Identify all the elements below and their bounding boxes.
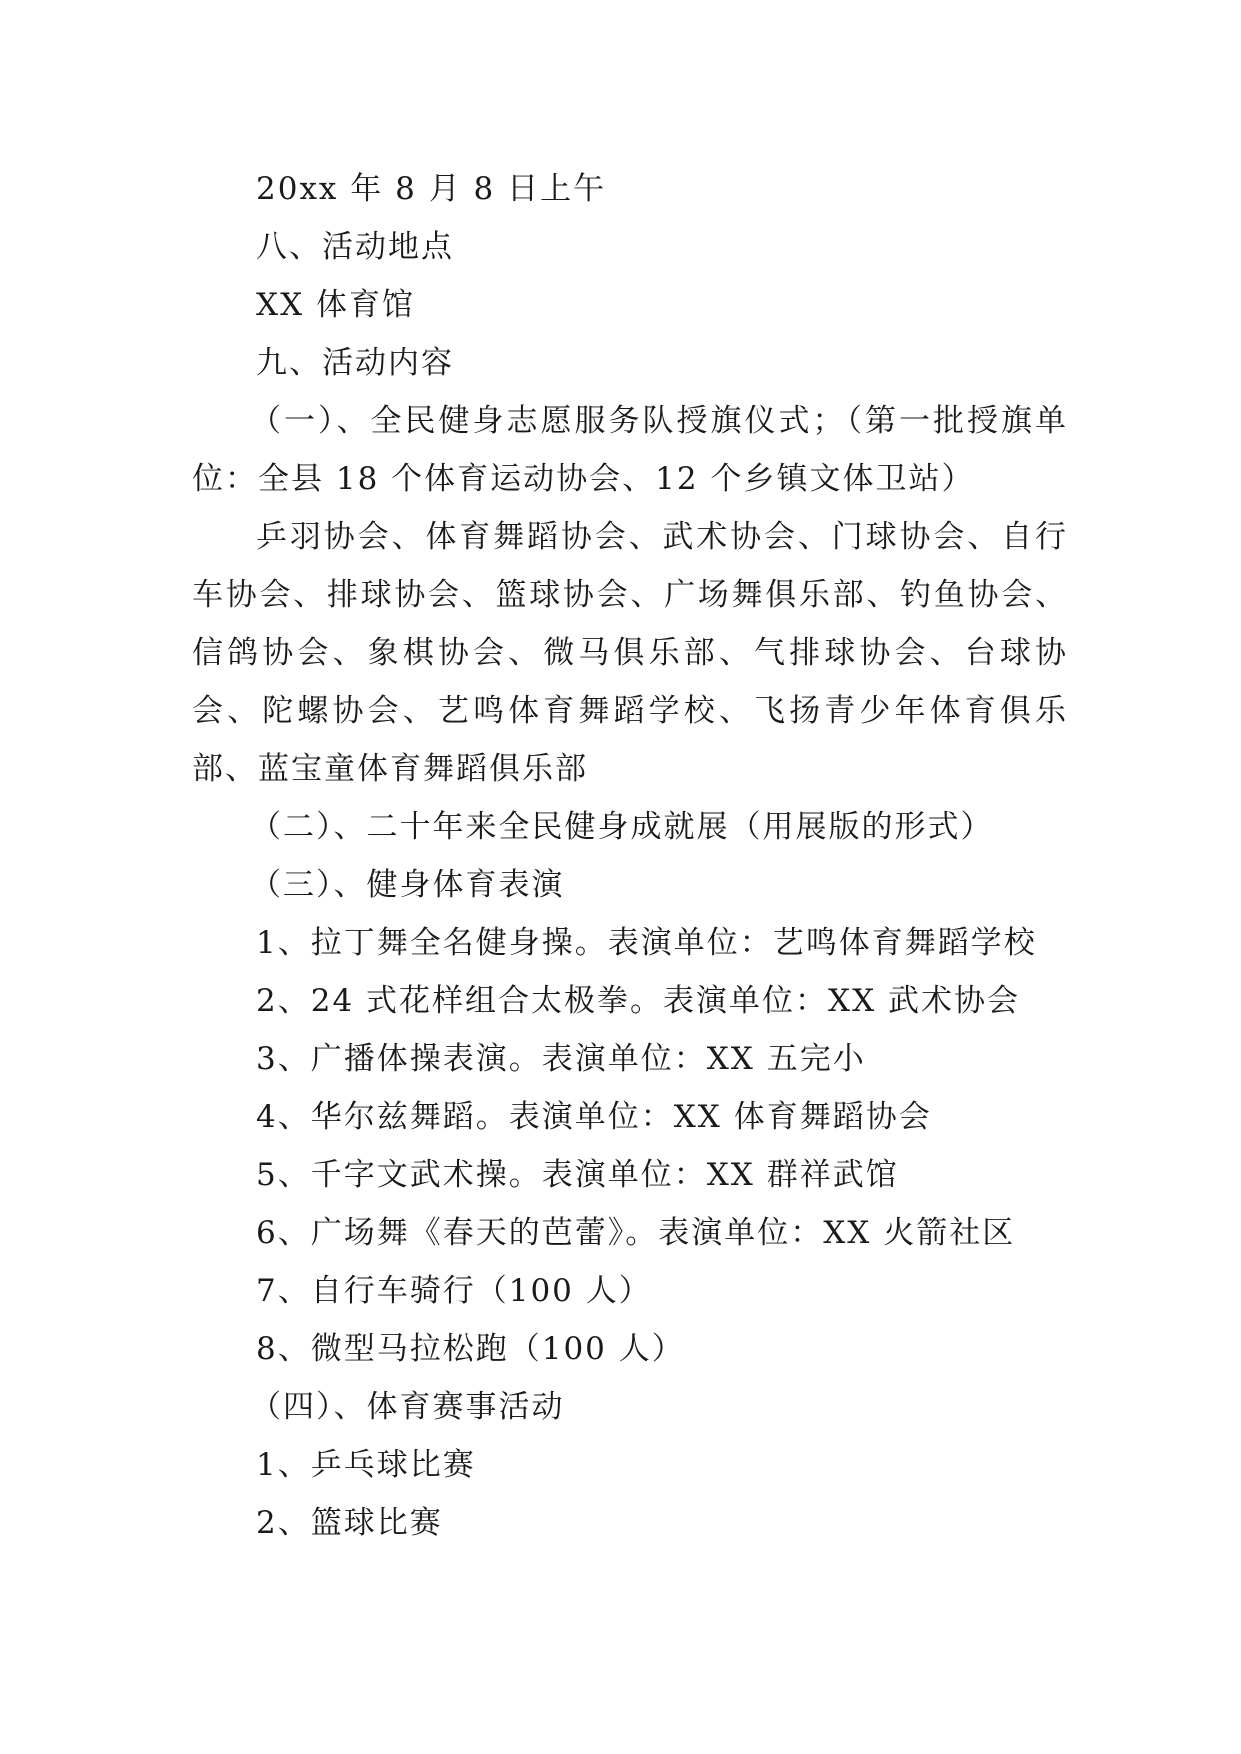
associations-list: 乒羽协会、体育舞蹈协会、武术协会、门球协会、自行车协会、排球协会、篮球协会、广场舞俱乐部、钓鱼协会、信鸽协会、象棋协会、微马俱乐部、气排球协会、台球协会、陀螺协会、艺鸣体育舞蹈学校、飞扬青少年体育俱乐部、蓝宝童体育舞蹈俱乐部	[192, 519, 1068, 787]
competition-item-2: 2、篮球比赛	[256, 1505, 443, 1541]
performance-item-6: 6、广场舞《春天的芭蕾》。表演单位：XX 火箭社区	[256, 1215, 1016, 1251]
performance-item-7: 7、自行车骑行（100 人）	[256, 1273, 652, 1309]
performance-item-3: 3、广播体操表演。表演单位：XX 五完小	[256, 1041, 866, 1077]
performance-item-1: 1、拉丁舞全名健身操。表演单位：艺鸣体育舞蹈学校	[256, 925, 1037, 961]
performance-item-4: 4、华尔兹舞蹈。表演单位：XX 体育舞蹈协会	[256, 1099, 932, 1135]
section-8-heading: 八、活动地点	[256, 229, 454, 265]
performance-item-8: 8、微型马拉松跑（100 人）	[256, 1331, 685, 1367]
event-venue: XX 体育馆	[256, 287, 415, 323]
performance-item-2: 2、24 式花样组合太极拳。表演单位：XX 武术协会	[256, 983, 1021, 1019]
document-body	[192, 160, 1068, 1552]
item-2-exhibition: （二）、二十年来全民健身成就展（用展版的形式）	[250, 809, 994, 845]
competition-item-1: 1、乒乓球比赛	[256, 1447, 476, 1483]
item-4-competitions-heading: （四）、体育赛事活动	[250, 1389, 565, 1425]
item-3-performance-heading: （三）、健身体育表演	[250, 867, 565, 903]
performance-item-5: 5、千字文武术操。表演单位：XX 群祥武馆	[256, 1157, 899, 1193]
section-9-heading: 九、活动内容	[256, 345, 454, 381]
event-date: 20xx 年 8 月 8 日上午	[256, 171, 607, 207]
item-1-flag-ceremony: （一）、全民健身志愿服务队授旗仪式；（第一批授旗单位：全县 18 个体育运动协会、12 个乡镇文体卫站）	[192, 403, 1068, 497]
